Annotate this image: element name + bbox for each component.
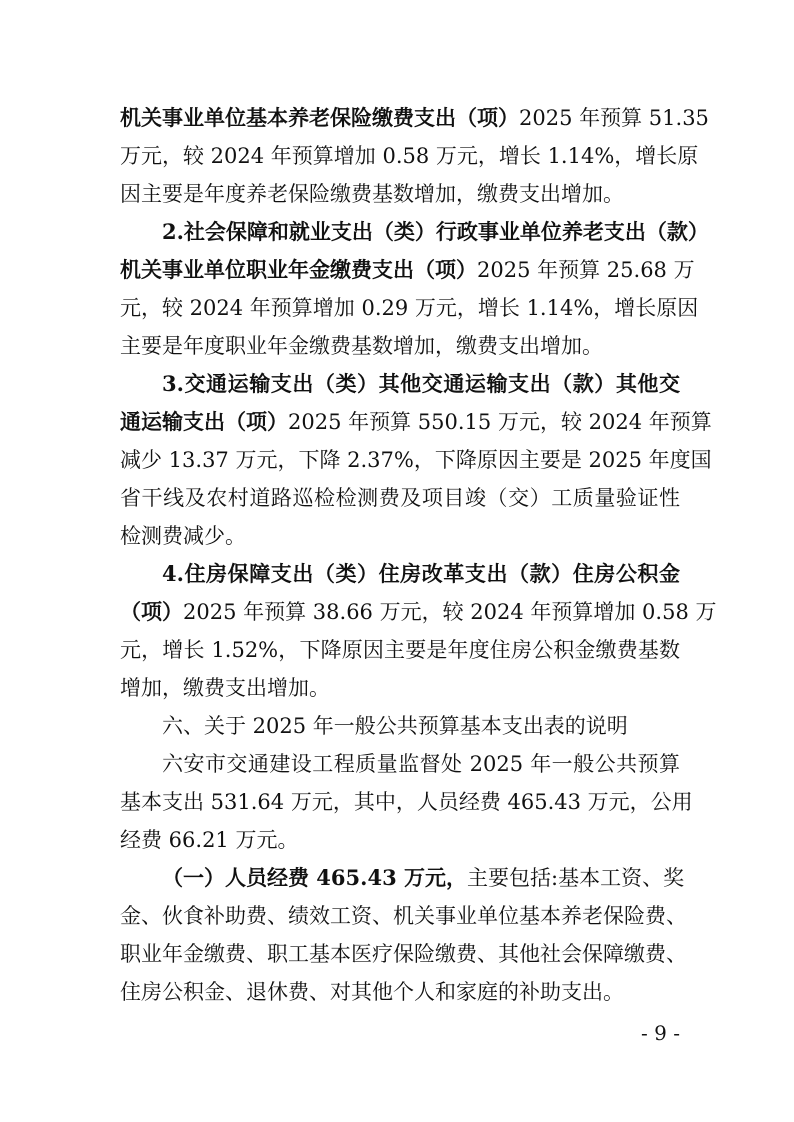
p3-bold-title-2: 通运输支出（项） <box>120 409 288 434</box>
p2-line2-text: 2025 年预算 25.68 万 <box>477 258 695 282</box>
p5-line1: 六安市交通建设工程质量监督处 2025 年一般公共预算 <box>162 752 680 776</box>
p6-bold-title: （一）人员经费 465.43 万元， <box>162 865 467 890</box>
p4-line1 <box>162 560 680 588</box>
p1-line1-text: 2025 年预算 51.35 <box>519 106 709 130</box>
p3-line2 <box>120 408 712 436</box>
p4-line4: 增加，缴费支出增加。 <box>120 676 330 700</box>
p6-line1 <box>162 864 685 892</box>
p1-line1 <box>120 104 709 132</box>
p4-line2-text: 2025 年预算 38.66 万元，较 2024 年预算增加 0.58 万 <box>183 600 717 624</box>
p5-line3: 经费 66.21 万元。 <box>120 828 299 852</box>
p2-bold-title-1: 2.社会保障和就业支出（类）行政事业单位养老支出（款） <box>162 219 709 244</box>
p6-line4: 住房公积金、退休费、对其他个人和家庭的补助支出。 <box>120 980 624 1004</box>
p3-line3: 减少 13.37 万元，下降 2.37%，下降原因主要是 2025 年度国 <box>120 448 712 472</box>
p3-bold-title-1: 3.交通运输支出（类）其他交通运输支出（款）其他交 <box>162 371 680 396</box>
p3-line1 <box>162 370 680 398</box>
section-heading-6: 六、关于 2025 年一般公共预算基本支出表的说明 <box>162 714 628 738</box>
p6-line2: 金、伙食补助费、绩效工资、机关事业单位基本养老保险费、 <box>120 904 687 928</box>
p6-line3: 职业年金缴费、职工基本医疗保险缴费、其他社会保障缴费、 <box>120 942 687 966</box>
p2-line2 <box>120 256 695 284</box>
p2-bold-title-2: 机关事业单位职业年金缴费支出（项） <box>120 257 477 282</box>
p2-line3: 元，较 2024 年预算增加 0.29 万元，增长 1.14%，增长原因 <box>120 296 699 320</box>
p1-line3: 因主要是年度养老保险缴费基数增加，缴费支出增加。 <box>120 182 624 206</box>
p3-line5: 检测费减少。 <box>120 524 246 548</box>
p4-bold-title-1: 4.住房保障支出（类）住房改革支出（款）住房公积金 <box>162 561 680 586</box>
p1-bold-title: 机关事业单位基本养老保险缴费支出（项） <box>120 105 519 130</box>
p3-line4: 省干线及农村道路巡检检测费及项目竣（交）工质量验证性 <box>120 486 680 510</box>
p3-line2-text: 2025 年预算 550.15 万元，较 2024 年预算 <box>288 410 712 434</box>
page-number: - 9 - <box>641 1021 680 1045</box>
p4-bold-title-2: （项） <box>120 599 183 624</box>
p2-line1 <box>162 218 709 246</box>
p6-line1-text: 主要包括:基本工资、奖 <box>467 866 685 890</box>
p1-line2: 万元，较 2024 年预算增加 0.58 万元，增长 1.14%，增长原 <box>120 144 699 168</box>
p5-line2: 基本支出 531.64 万元，其中，人员经费 465.43 万元，公用 <box>120 790 693 814</box>
p4-line2 <box>120 598 717 626</box>
p2-line4: 主要是年度职业年金缴费基数增加，缴费支出增加。 <box>120 334 603 358</box>
p4-line3: 元，增长 1.52%，下降原因主要是年度住房公积金缴费基数 <box>120 638 680 662</box>
